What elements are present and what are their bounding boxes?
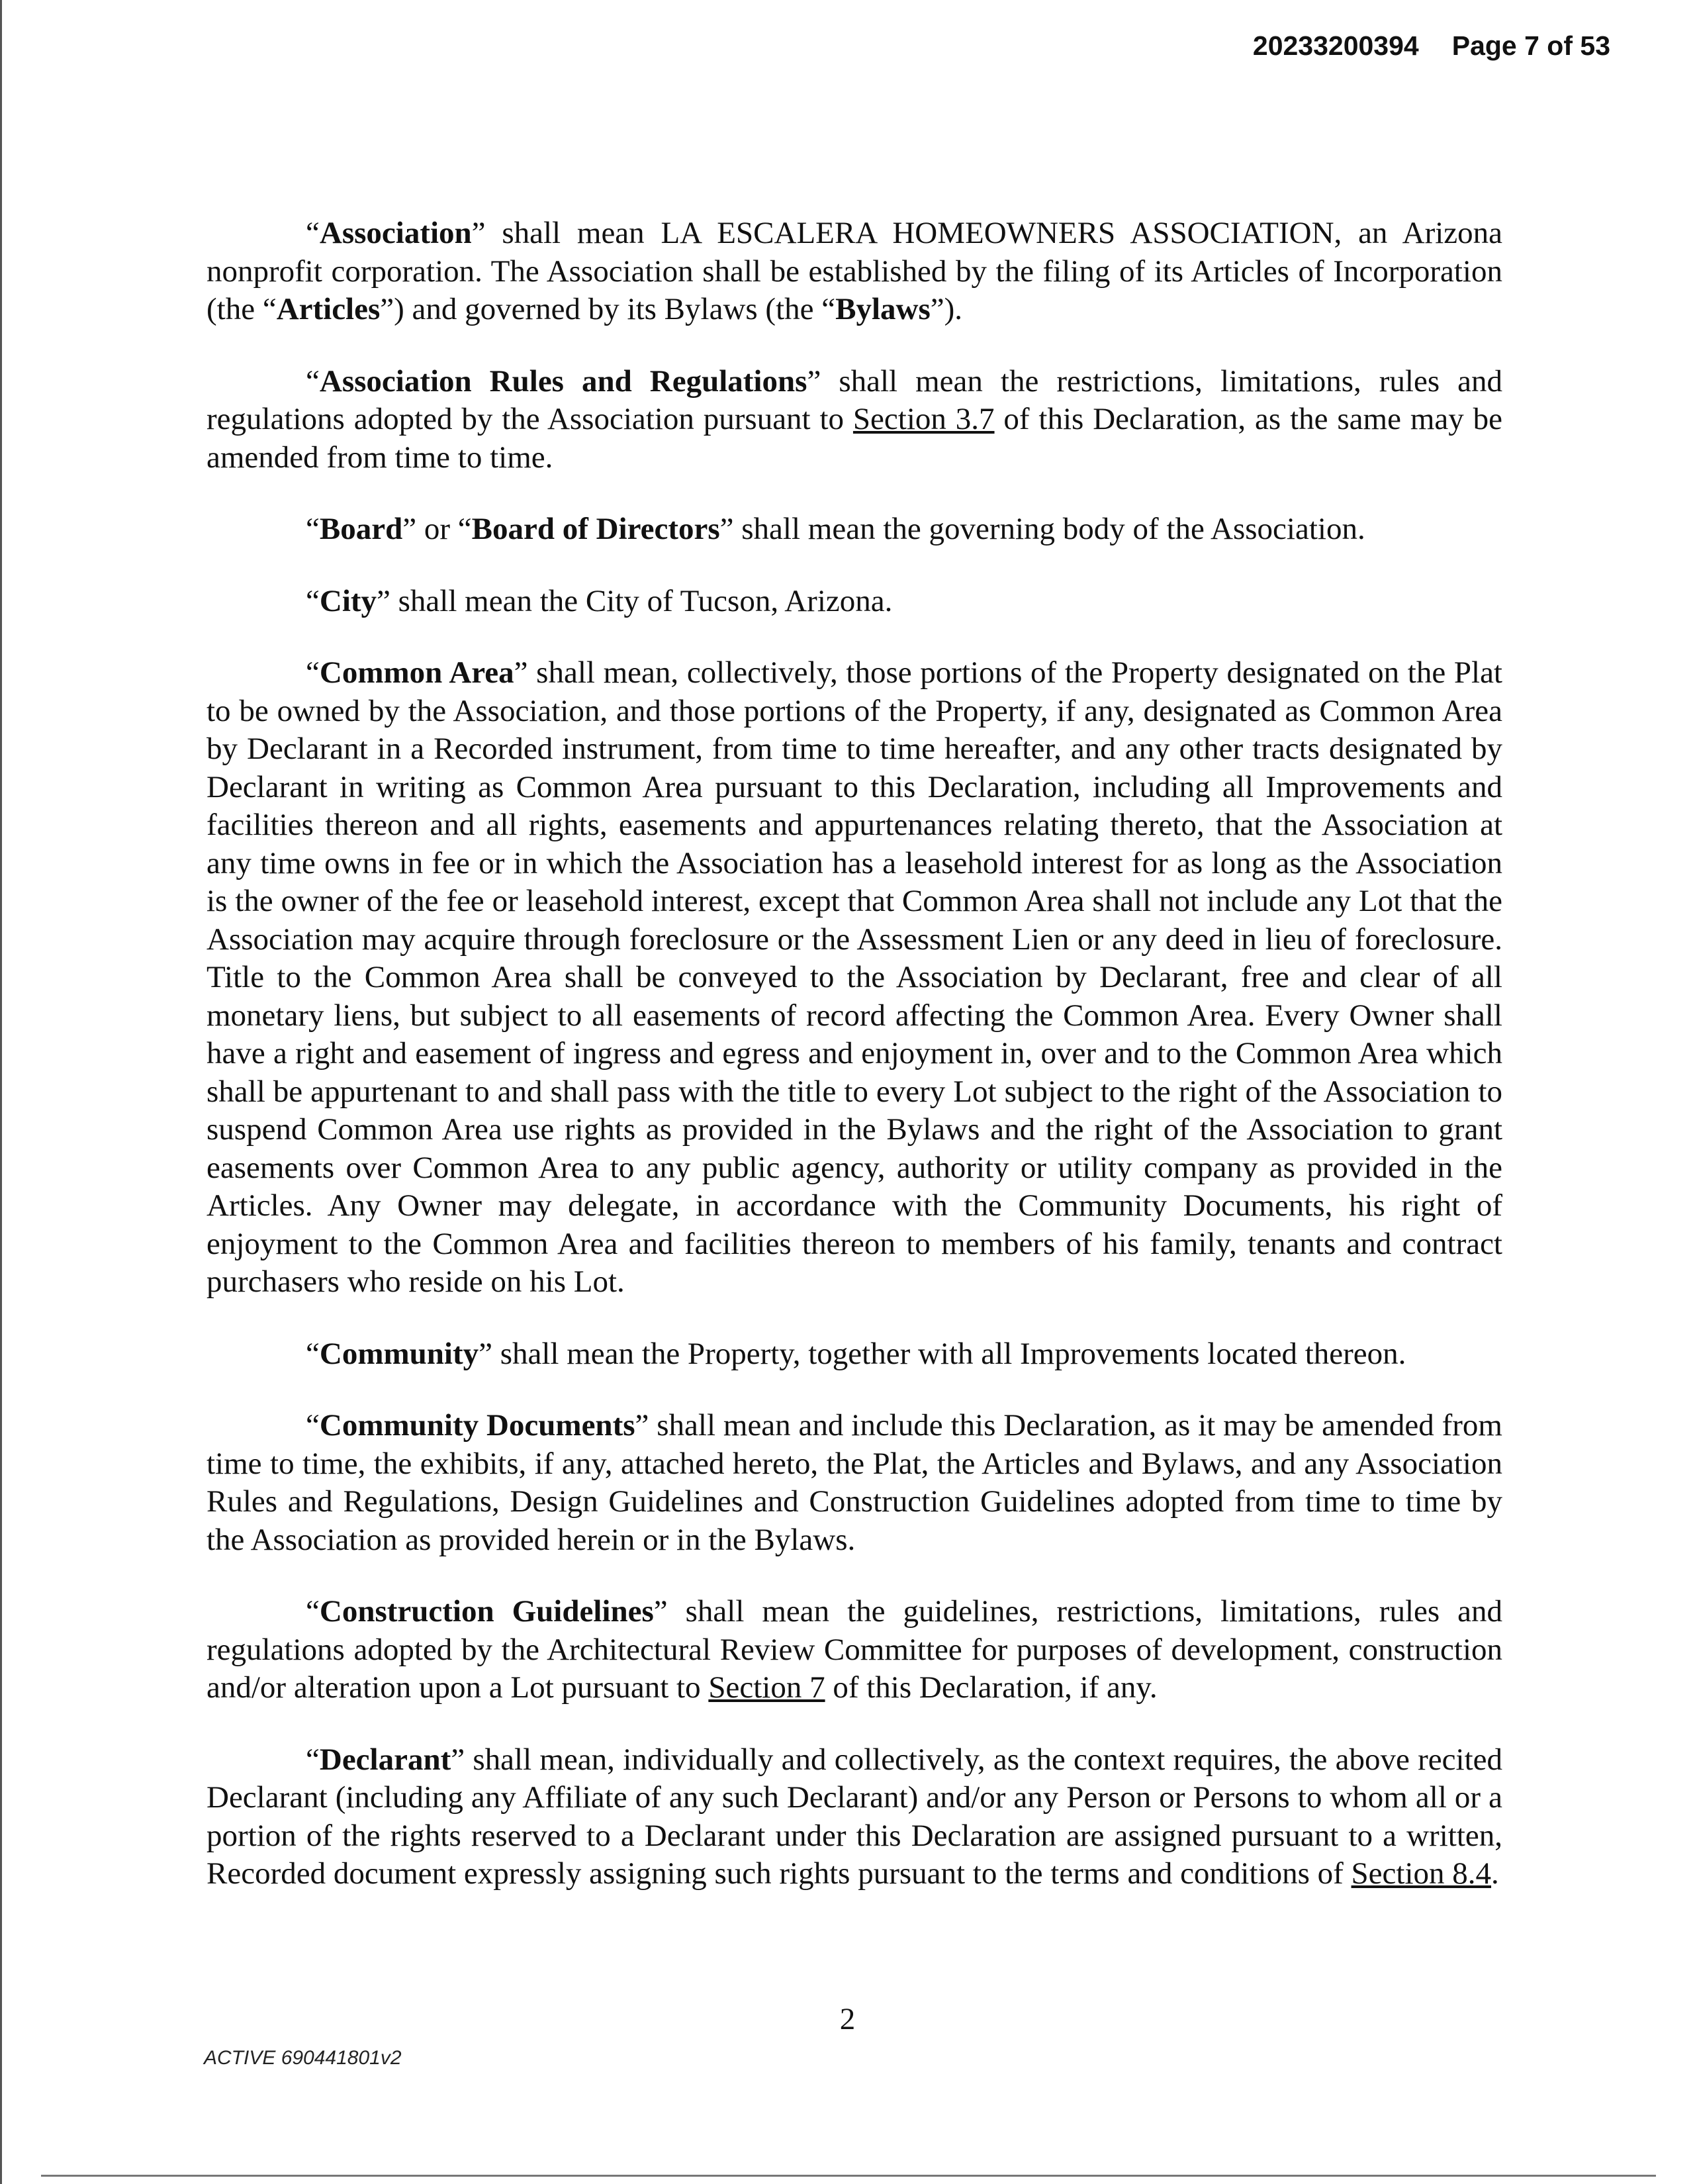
definition-association-rules: “Association Rules and Regulations” shall mean the restrictions, limitations, rules and regulations adopted by the Association pursuant to Section 3.7 of this Declaration, as the same may be amended from time to time. xyxy=(206,363,1503,475)
defined-term: Community Documents xyxy=(319,1408,635,1443)
defined-term: Board xyxy=(319,512,403,546)
definition-common-area: “Common Area” shall mean, collectively, those portions of the Property designated on the Plat to be owned by the Association, and those portions of the Property, if any, designated as Common Area by Declarant in a Recorded instrument, from time to time hereafter, and any other tracts designated by Declarant in writing as Common Area pursuant to this Declaration, including all Improvements and facilities thereon and all rights, easements and appurtenances relating thereto, that the Association at any time owns in fee or in which the Association has a leasehold interest for as long as the Association is the owner of the fee or leasehold interest, except that Common Area shall not include any Lot that the Association may acquire through foreclosure or the Assessment Lien or any deed in lieu of foreclosure. Title to the Common Area shall be conveyed to the Association by Declarant, free and clear of all monetary liens, but subject to all easements of record affecting the Common Area. Every Owner shall have a right and easement of ingress and egress and enjoyment in, over and to the Common Area which shall be appurtenant to and shall pass with the title to every Lot subject to the right of the Association to suspend Common Area use rights as provided in the Bylaws and the right of the Association to grant easements over Common Area to any public agency, authority or utility company as provided in the Articles. Any Owner may delegate, in accordance with the Community Documents, his right of enjoyment to the Common Area and facilities thereon to members of his family, tenants and contract purchasers who reside on his Lot. xyxy=(206,655,1502,1299)
document-number: 20233200394 xyxy=(1252,30,1419,61)
document-body xyxy=(206,214,1502,1927)
section-reference: Section 8.4 xyxy=(1351,1856,1492,1891)
defined-term: Board of Directors xyxy=(471,512,720,546)
definition-community-documents: “Community Documents” shall mean and include this Declaration, as it may be amended from time to time, the exhibits, if any, attached hereto, the Plat, the Articles and Bylaws, and any Association Rules and Regulations, Design Guidelines and Construction Guidelines adopted from time to time by the Association as provided herein or in the Bylaws. xyxy=(206,1408,1502,1557)
page-number: 2 xyxy=(839,2002,856,2036)
defined-term: Common Area xyxy=(319,655,514,690)
definition-association: “Association” shall mean LA ESCALERA HOMEOWNERS ASSOCIATION, an Arizona nonprofit corporation. The Association shall be established by the filing of its Articles of Incorporation (the “Articles”) and governed by its Bylaws (the “Bylaws”). xyxy=(206,216,1502,326)
bottom-rule xyxy=(41,2175,1656,2177)
defined-term: Declarant xyxy=(319,1742,451,1777)
section-reference: Section 7 xyxy=(708,1670,825,1705)
defined-term: City xyxy=(319,583,377,618)
defined-term: Community xyxy=(319,1336,479,1371)
definition-declarant: “Declarant” shall mean, individually and collectively, as the context requires, the above recited Declarant (including any Affiliate of any such Declarant) and/or any Person or Persons to whom all or a portion of the rights reserved to a Declarant under this Declaration are assigned pursuant to a written, Recorded document expressly assigning such rights pursuant to the terms and conditions of Section 8.4. xyxy=(206,1742,1502,1891)
defined-term: Association Rules and Regulations xyxy=(319,363,807,399)
page-header xyxy=(1253,30,1610,62)
defined-term: Construction Guidelines xyxy=(319,1594,654,1629)
left-margin-rule xyxy=(0,0,2,2184)
defined-term: Bylaws xyxy=(835,292,931,326)
definition-construction-guidelines: “Construction Guidelines” shall mean the guidelines, restrictions, limitations, rules and regulations adopted by the Architectural Review Committee for purposes of development, construction and/or alteration upon a Lot pursuant to Section 7 of this Declaration, if any. xyxy=(206,1594,1502,1705)
defined-term: Articles xyxy=(276,292,381,326)
document-id: ACTIVE 690441801v2 xyxy=(204,2047,402,2069)
definition-community: “Community” shall mean the Property, together with all Improvements located thereon. xyxy=(306,1336,1406,1371)
section-reference: Section 3.7 xyxy=(852,402,995,436)
definition-city: “City” shall mean the City of Tucson, Arizona. xyxy=(306,583,893,618)
defined-term: Association xyxy=(319,216,472,250)
definition-board: “Board” or “Board of Directors” shall mean the governing body of the Association. xyxy=(306,512,1365,546)
page-label: Page 7 of 53 xyxy=(1451,30,1610,61)
